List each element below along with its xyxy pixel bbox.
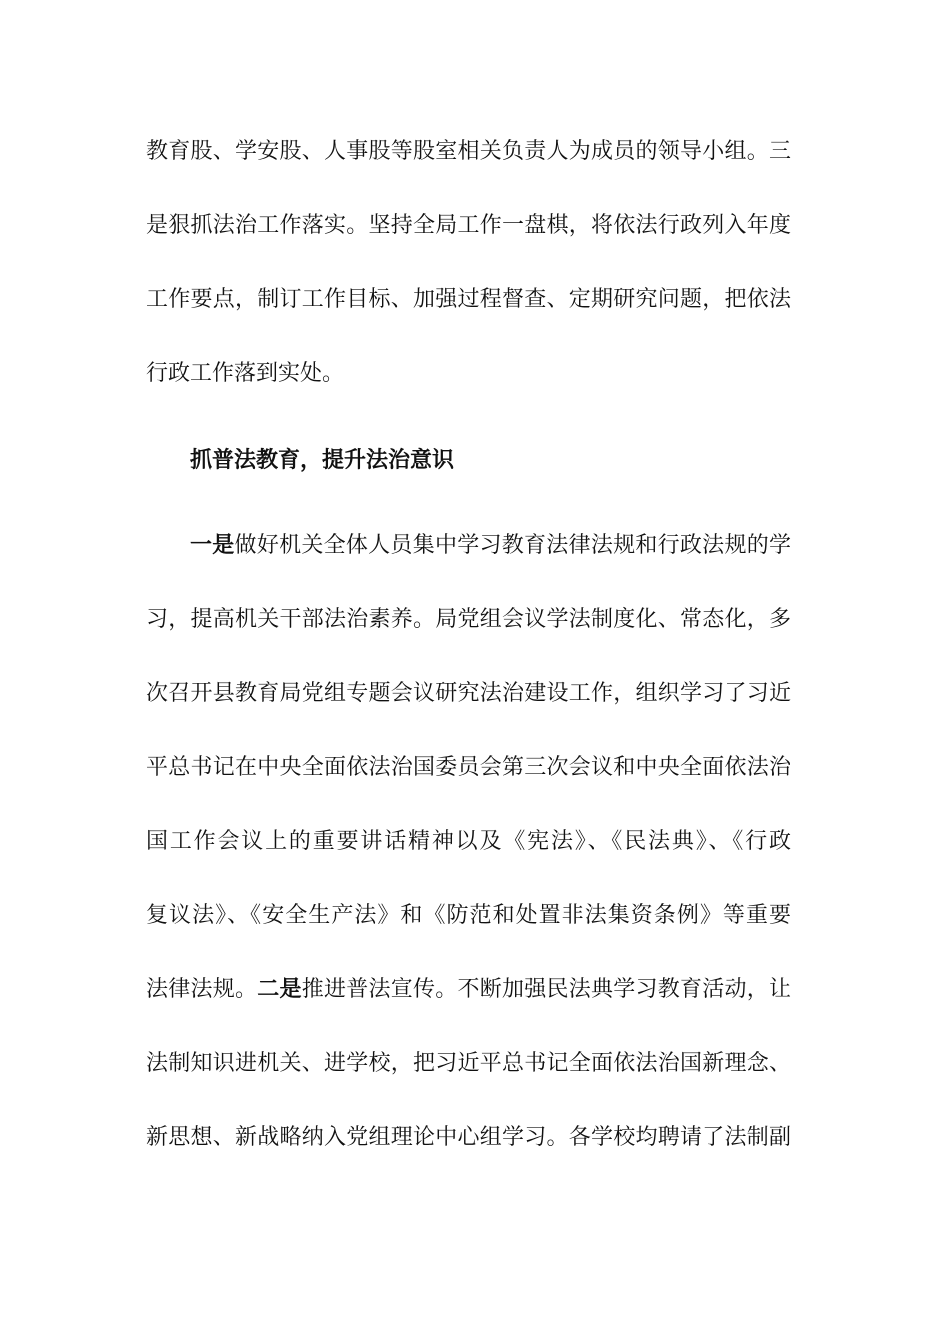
section-heading: 抓普法教育，提升法治意识 [190, 448, 455, 473]
paragraph-line: 是狠抓法治工作落实。坚持全局工作一盘棋，将依法行政列入年度 [146, 213, 791, 238]
emphasis-text: 一是 [190, 533, 235, 558]
paragraph-line: 复议法》、《安全生产法》和《防范和处置非法集资条例》等重要 [146, 903, 791, 928]
paragraph-line: 教育股、学安股、人事股等股室相关负责人为成员的领导小组。三 [146, 139, 791, 164]
paragraph-line: 法制知识进机关、进学校，把习近平总书记全面依法治国新理念、 [146, 1051, 791, 1076]
paragraph-line [190, 531, 791, 561]
paragraph-text: 推进普法宣传。不断加强民法典学习教育活动，让 [301, 977, 791, 1002]
paragraph-line: 国工作会议上的重要讲话精神以及《宪法》、《民法典》、《行政 [146, 829, 791, 854]
paragraph-text: 法律法规。 [146, 977, 258, 1002]
paragraph-line [146, 975, 791, 1005]
paragraph-line: 平总书记在中央全面依法治国委员会第三次会议和中央全面依法治 [146, 755, 791, 780]
paragraph-line: 次召开县教育局党组专题会议研究法治建设工作，组织学习了习近 [146, 681, 791, 706]
paragraph-line: 新思想、新战略纳入党组理论中心组学习。各学校均聘请了法制副 [146, 1125, 791, 1150]
paragraph-text: 做好机关全体人员集中学习教育法律法规和行政法规的学 [234, 533, 791, 558]
paragraph-line: 工作要点，制订工作目标、加强过程督查、定期研究问题，把依法 [146, 287, 791, 312]
emphasis-text: 二是 [257, 977, 302, 1002]
paragraph-line: 行政工作落到实处。 [146, 361, 345, 386]
paragraph-line: 习，提高机关干部法治素养。局党组会议学法制度化、常态化，多 [146, 607, 791, 632]
